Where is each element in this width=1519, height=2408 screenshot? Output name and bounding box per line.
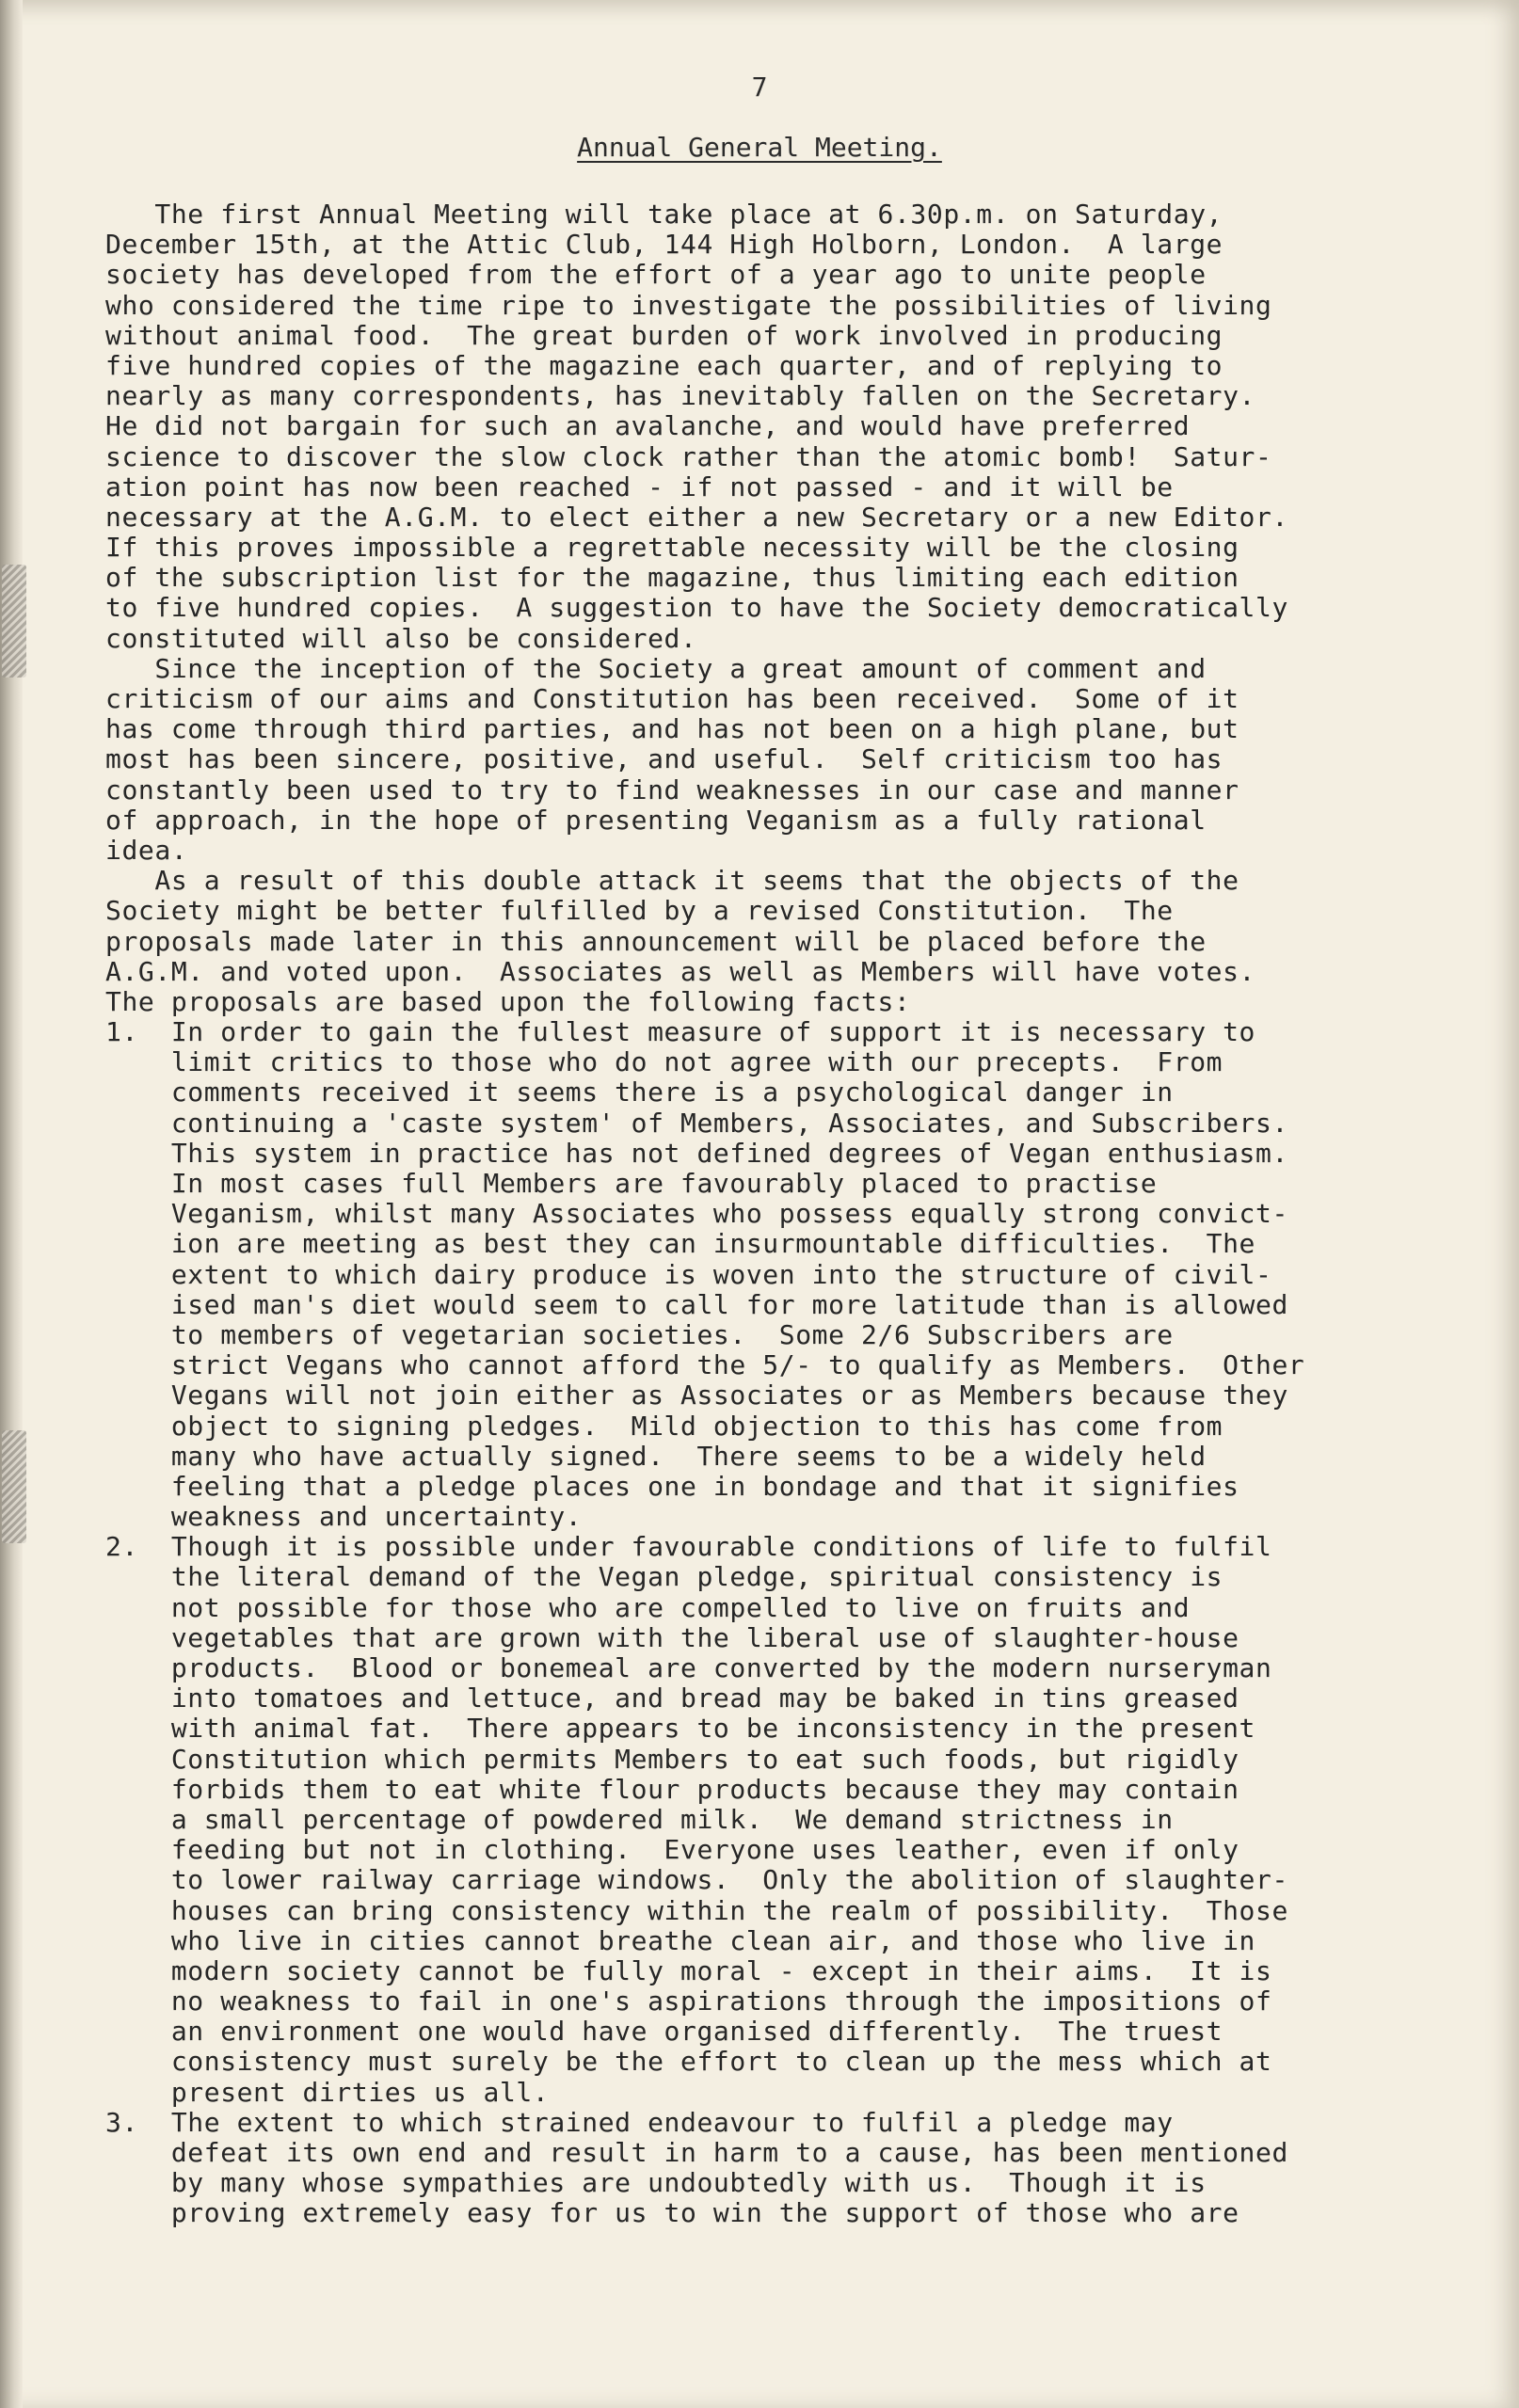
text-line: feeding but not in clothing. Everyone uses leather, even if only bbox=[105, 1834, 1239, 1866]
text-line: proposals made later in this announcement will be placed before the bbox=[105, 925, 1207, 957]
text-line: As a result of this double attack it seems that the objects of the bbox=[105, 865, 1239, 897]
text-line: Veganism, whilst many Associates who possess equally strong convict- bbox=[105, 1198, 1288, 1230]
text-line: The first Annual Meeting will take place at 6.30p.m. on Saturday, bbox=[105, 199, 1223, 230]
text-line: products. Blood or bonemeal are converted by the modern nurseryman bbox=[105, 1652, 1272, 1683]
text-line: limit critics to those who do not agree with our precepts. From bbox=[105, 1046, 1223, 1078]
text-line: vegetables that are grown with the liberal use of slaughter-house bbox=[105, 1621, 1239, 1653]
text-line: Society might be better fulfilled by a revised Constitution. The bbox=[105, 895, 1174, 927]
text-line: continuing a 'caste system' of Members, Associates, and Subscribers. bbox=[105, 1107, 1288, 1139]
text-line: society has developed from the effort of a year ago to unite people bbox=[105, 259, 1207, 291]
heading-text: Annual General Meeting. bbox=[577, 132, 942, 163]
text-line: who live in cities cannot breathe clean air, and those who live in bbox=[105, 1924, 1256, 1956]
text-line: nearly as many correspondents, has inevitably fallen on the Secretary. bbox=[105, 380, 1256, 412]
text-line: five hundred copies of the magazine each quarter, and of replying to bbox=[105, 349, 1223, 381]
text-line: by many whose sympathies are undoubtedly with us. Though it is bbox=[105, 2167, 1207, 2199]
text-line: December 15th, at the Attic Club, 144 High Holborn, London. A large bbox=[105, 229, 1223, 261]
text-line: comments received it seems there is a psychological danger in bbox=[105, 1076, 1174, 1108]
text-line: Since the inception of the Society a great amount of comment and bbox=[105, 652, 1207, 684]
text-line: without animal food. The great burden of work involved in producing bbox=[105, 319, 1223, 351]
text-line: to five hundred copies. A suggestion to have the Society democratically bbox=[105, 592, 1288, 624]
text-line: necessary at the A.G.M. to elect either a new Secretary or a new Editor. bbox=[105, 501, 1288, 533]
text-line: of approach, in the hope of presenting Veganism as a fully rational bbox=[105, 804, 1207, 836]
text-line: defeat its own end and result in harm to a cause, has been mentioned bbox=[105, 2137, 1288, 2168]
text-line: constituted will also be considered. bbox=[105, 622, 697, 654]
binding-thread bbox=[2, 565, 26, 678]
text-line: to lower railway carriage windows. Only the abolition of slaughter- bbox=[105, 1864, 1288, 1896]
text-line: constantly been used to try to find weaknesses in our case and manner bbox=[105, 773, 1239, 805]
text-line: Constitution which permits Members to eat such foods, but rigidly bbox=[105, 1743, 1239, 1775]
text-line: has come through third parties, and has not been on a high plane, but bbox=[105, 713, 1239, 745]
text-line: In most cases full Members are favourably placed to practise bbox=[105, 1168, 1158, 1199]
text-line: many who have actually signed. There seems to be a widely held bbox=[105, 1440, 1207, 1472]
text-line: who considered the time ripe to investigate the possibilities of living bbox=[105, 289, 1272, 321]
text-line: Vegans will not join either as Associates or as Members because they bbox=[105, 1379, 1288, 1411]
text-line: consistency must surely be the effort to clean up the mess which at bbox=[105, 2046, 1272, 2078]
text-line: The proposals are based upon the following facts: bbox=[105, 985, 911, 1017]
body-text bbox=[105, 199, 1461, 2229]
text-line: science to discover the slow clock rather than the atomic bomb! Satur- bbox=[105, 440, 1272, 472]
text-line: no weakness to fail in one's aspirations through the impositions of bbox=[105, 1985, 1272, 2017]
text-line: strict Vegans who cannot afford the 5/- to qualify as Members. Other bbox=[105, 1349, 1305, 1381]
text-line: 1. In order to gain the fullest measure of support it is necessary to bbox=[105, 1016, 1256, 1048]
text-line: ion are meeting as best they can insurmountable difficulties. The bbox=[105, 1228, 1256, 1260]
text-line: ised man's diet would seem to call for more latitude than is allowed bbox=[105, 1288, 1288, 1320]
text-line: into tomatoes and lettuce, and bread may be baked in tins greased bbox=[105, 1682, 1239, 1714]
text-line: houses can bring consistency within the realm of possibility. Those bbox=[105, 1894, 1288, 1926]
page-number: 7 bbox=[751, 72, 768, 103]
page-title bbox=[0, 132, 1519, 163]
text-line: He did not bargain for such an avalanche, and would have preferred bbox=[105, 410, 1191, 442]
text-line: If this proves impossible a regrettable necessity will be the closing bbox=[105, 532, 1239, 564]
text-line: proving extremely easy for us to win the support of those who are bbox=[105, 2197, 1239, 2229]
text-line: feeling that a pledge places one in bondage and that it signifies bbox=[105, 1470, 1239, 1502]
text-line: A.G.M. and voted upon. Associates as well as Members will have votes. bbox=[105, 955, 1256, 987]
text-line: not possible for those who are compelled to live on fruits and bbox=[105, 1591, 1191, 1623]
text-line: most has been sincere, positive, and useful. Self criticism too has bbox=[105, 743, 1223, 775]
binding-edge bbox=[0, 0, 23, 2408]
text-line: weakness and uncertainty. bbox=[105, 1501, 583, 1533]
text-line: idea. bbox=[105, 834, 188, 866]
text-line: a small percentage of powdered milk. We demand strictness in bbox=[105, 1803, 1174, 1835]
text-line: to members of vegetarian societies. Some 2/6 Subscribers are bbox=[105, 1318, 1174, 1350]
text-line: forbids them to eat white flour products because they may contain bbox=[105, 1773, 1239, 1805]
text-line: with animal fat. There appears to be inconsistency in the present bbox=[105, 1713, 1256, 1745]
text-line: the literal demand of the Vegan pledge, spiritual consistency is bbox=[105, 1561, 1223, 1593]
text-line: 2. Though it is possible under favourable conditions of life to fulfil bbox=[105, 1531, 1272, 1563]
text-line: of the subscription list for the magazine, thus limiting each edition bbox=[105, 562, 1239, 594]
text-line: 3. The extent to which strained endeavour to fulfil a pledge may bbox=[105, 2106, 1174, 2138]
text-line: This system in practice has not defined degrees of Vegan enthusiasm. bbox=[105, 1137, 1288, 1169]
text-line: an environment one would have organised differently. The truest bbox=[105, 2016, 1223, 2048]
text-line: extent to which dairy produce is woven into the structure of civil- bbox=[105, 1258, 1272, 1290]
text-line: modern society cannot be fully moral - except in their aims. It is bbox=[105, 1954, 1272, 1986]
text-line: object to signing pledges. Mild objection to this has come from bbox=[105, 1410, 1223, 1442]
text-line: criticism of our aims and Constitution has been received. Some of it bbox=[105, 683, 1239, 714]
text-line: present dirties us all. bbox=[105, 2076, 550, 2108]
text-line: ation point has now been reached - if not passed - and it will be bbox=[105, 470, 1174, 502]
binding-thread bbox=[2, 1430, 26, 1543]
